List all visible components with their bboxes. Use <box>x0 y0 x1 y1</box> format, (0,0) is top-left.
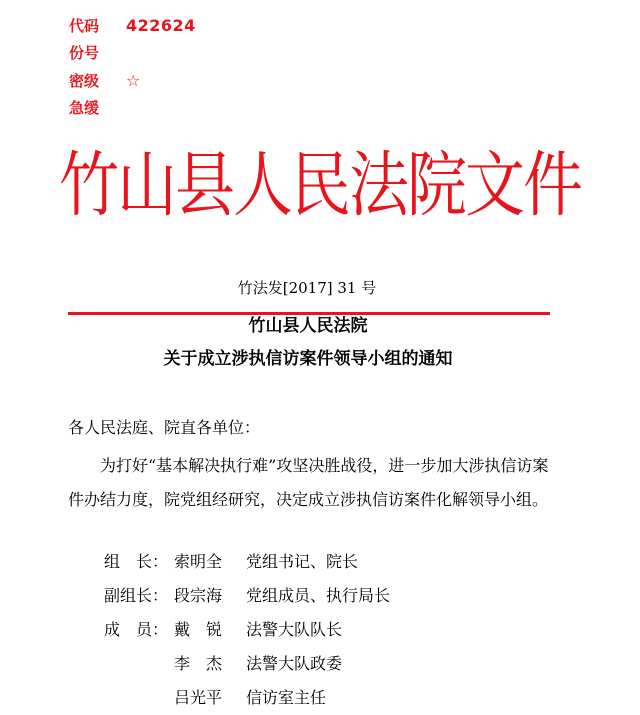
copy-number-row <box>69 40 196 68</box>
body-paragraph: 为打好“基本解决执行难”攻坚决胜战役，进一步加大涉执信访案件办结力度，院党组经研究，决定成立涉执信访案件化解领导小组。 <box>68 456 549 509</box>
member-duty: 信访室主任 <box>246 688 327 707</box>
member-role: 成 员： <box>104 620 169 639</box>
issuer-heading: 竹山县人民法院 <box>248 316 368 336</box>
document-metadata <box>69 12 196 122</box>
member-duty: 党组书记、院长 <box>246 552 359 571</box>
code-label: 代码 <box>69 17 100 35</box>
document-title-container <box>0 146 640 226</box>
member-name: 吕光平 <box>174 688 223 707</box>
member-list <box>104 545 390 715</box>
copy-number-label: 份号 <box>69 43 100 62</box>
star-icon: ☆ <box>126 71 141 90</box>
salutation: 各人民法庭、院直各单位： <box>68 418 261 437</box>
code-value: 422624 <box>126 16 196 35</box>
member-role: 组 长： <box>104 552 169 571</box>
code-row <box>69 12 196 40</box>
notice-heading: 关于成立涉执信访案件领导小组的通知 <box>163 349 453 369</box>
member-duty: 法警大队队长 <box>246 620 343 639</box>
member-row <box>104 647 390 681</box>
urgency-row <box>69 95 196 123</box>
secret-level-label: 密级 <box>69 72 100 90</box>
member-row <box>104 545 390 579</box>
member-row <box>104 613 390 647</box>
member-duty: 党组成员、执行局长 <box>246 586 391 605</box>
member-name: 段宗海 <box>174 586 223 605</box>
member-name: 戴 锐 <box>174 620 223 639</box>
member-name: 索明全 <box>174 552 223 571</box>
secret-level-row <box>69 67 196 95</box>
member-role: 副组长： <box>104 586 169 605</box>
document-title: 竹山县人民法院文件 <box>59 144 581 228</box>
urgency-label: 急缓 <box>69 98 100 117</box>
member-duty: 法警大队政委 <box>246 654 343 673</box>
member-name: 李 杰 <box>174 654 223 673</box>
member-row <box>104 579 390 613</box>
member-row <box>104 681 390 715</box>
document-number: 竹法发[2017] 31 号 <box>237 279 377 297</box>
